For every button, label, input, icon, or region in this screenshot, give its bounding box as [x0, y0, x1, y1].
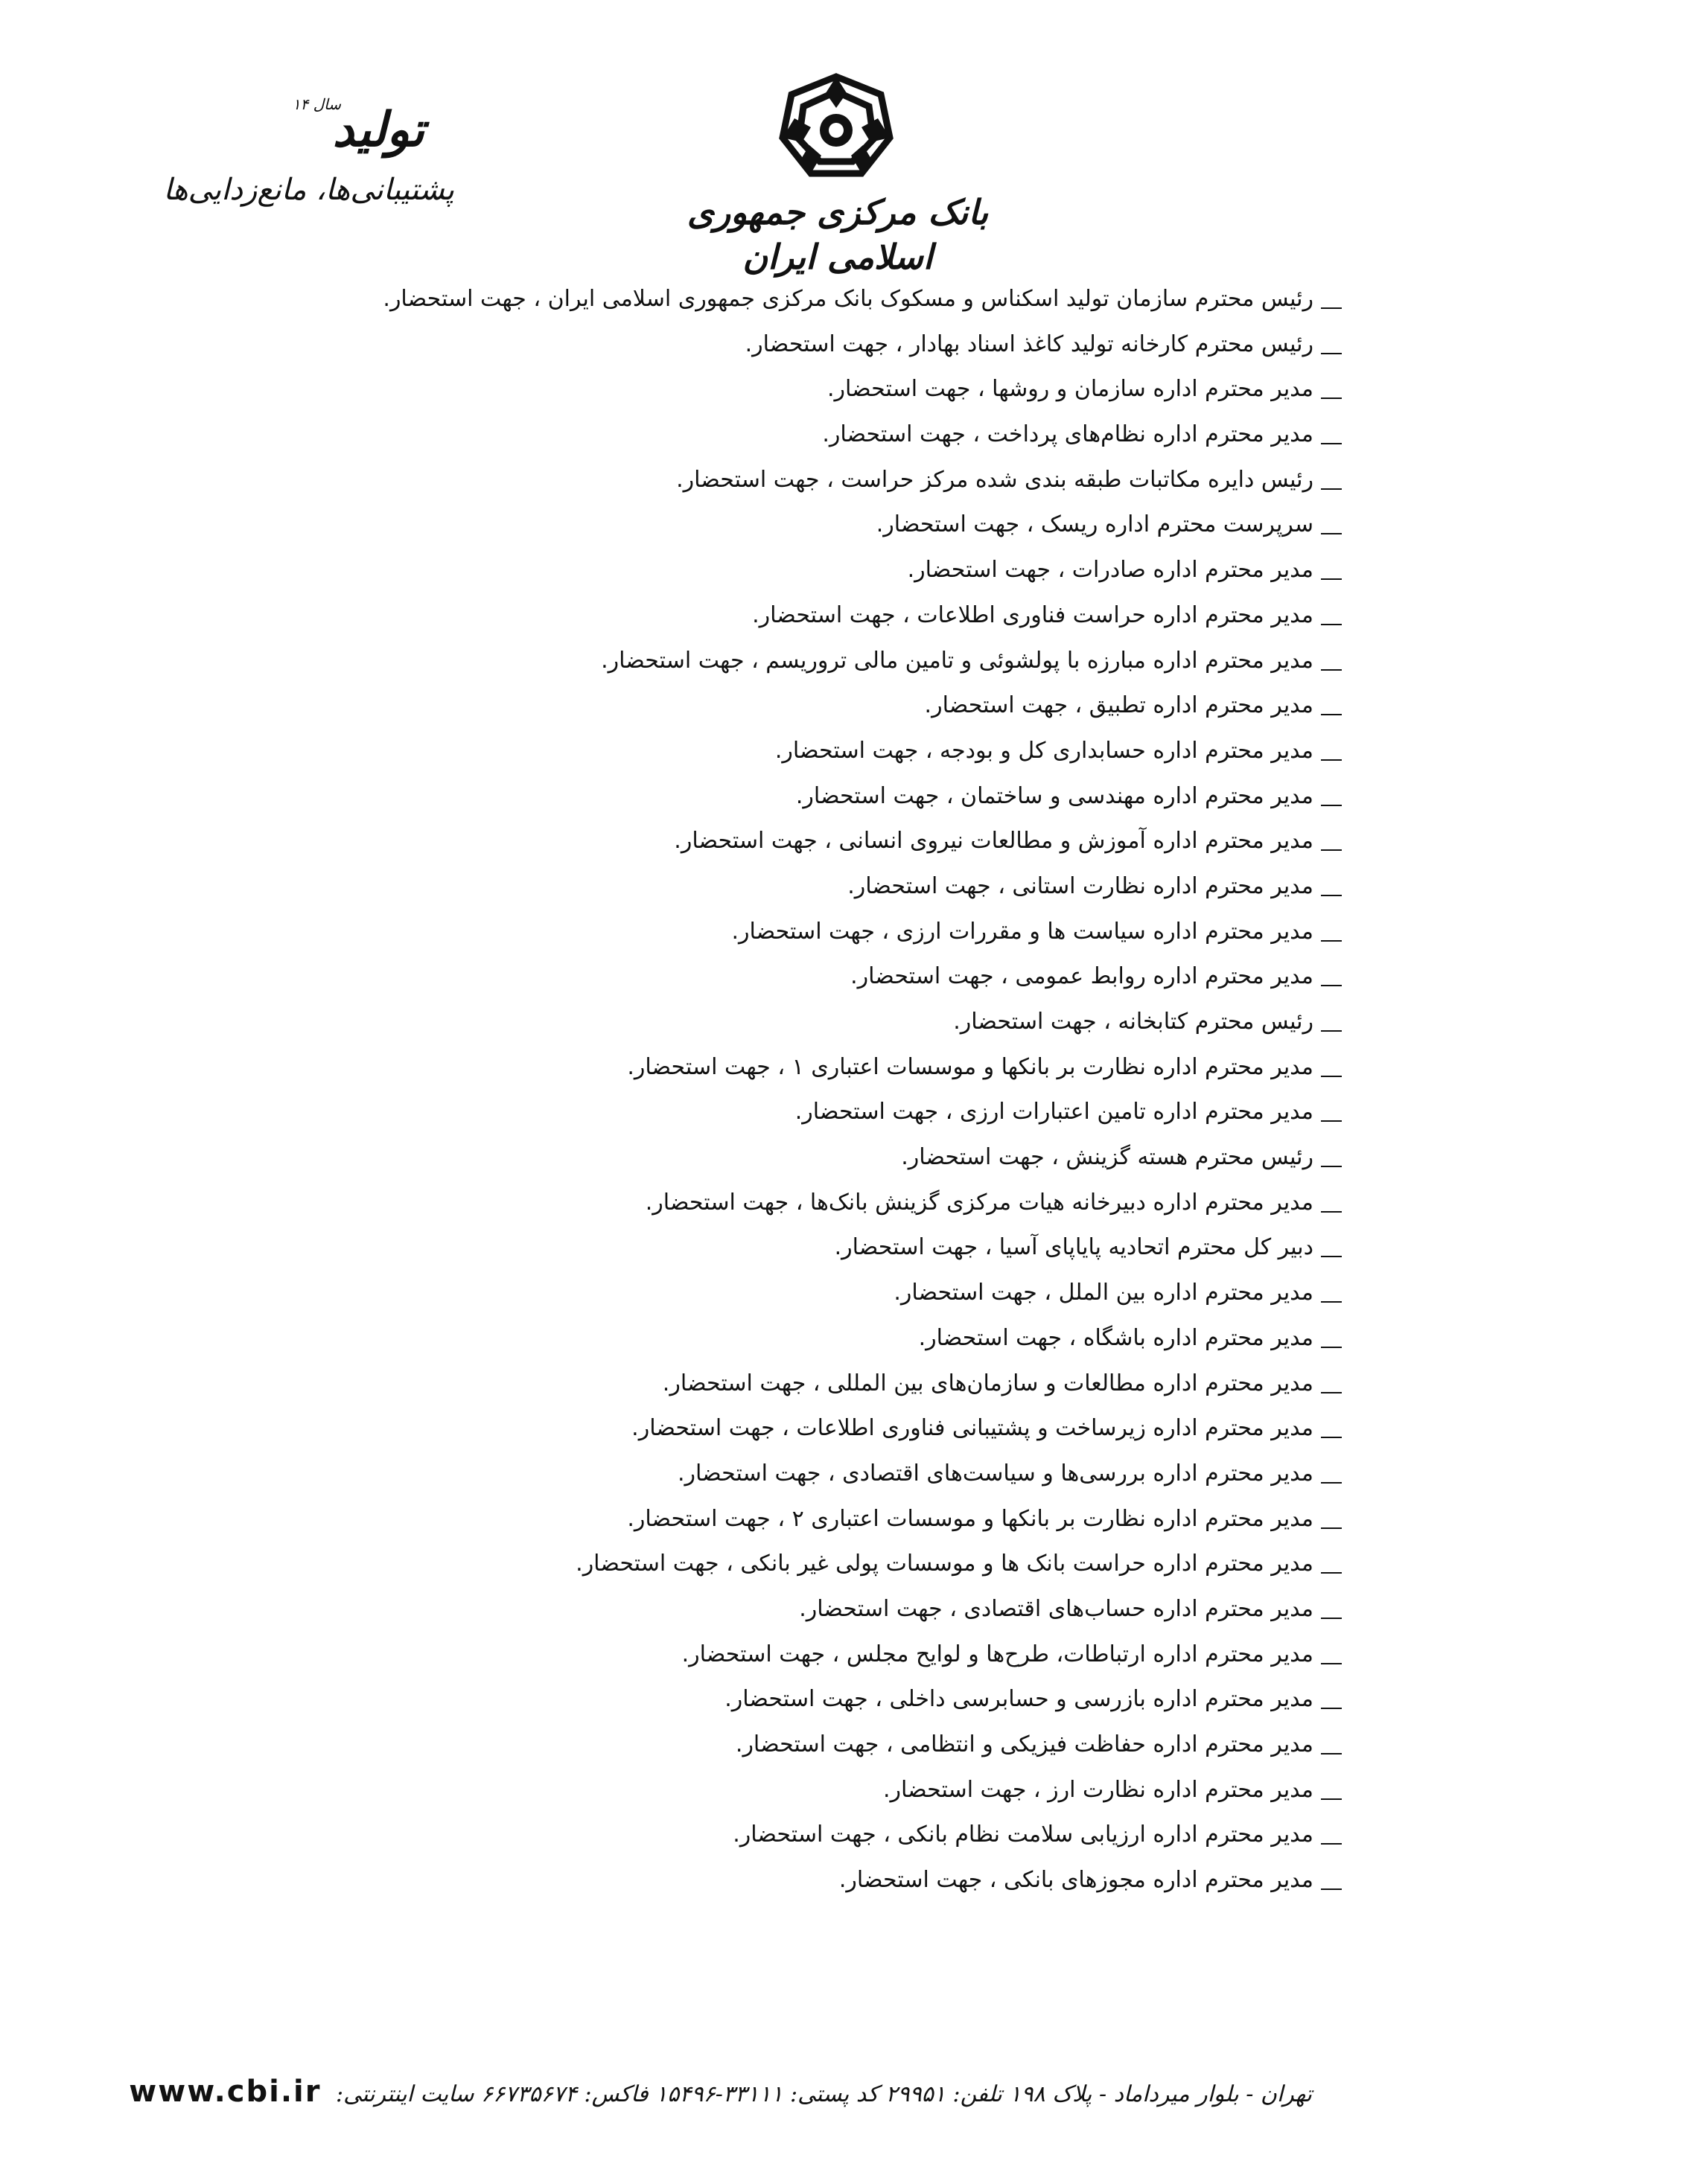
recipient-text: مدیر محترم اداره بازرسی و حسابرسی داخلی ، جهت استحضار. [724, 1686, 1313, 1713]
bullet-dash [1321, 895, 1342, 896]
recipient-text: مدیر محترم اداره بین الملل ، جهت استحضار. [894, 1280, 1313, 1306]
recipient-item [225, 864, 1342, 910]
recipient-item [225, 1000, 1342, 1045]
recipient-item [225, 683, 1342, 729]
recipient-item [225, 1271, 1342, 1316]
bank-emblem-icon [769, 71, 903, 182]
bullet-dash [1321, 1256, 1342, 1257]
bullet-dash [1321, 578, 1342, 580]
recipient-text: مدیر محترم اداره زیرساخت و پشتیبانی فناوری اطلاعات ، جهت استحضار. [631, 1415, 1313, 1442]
recipient-text: مدیر محترم اداره صادرات ، جهت استحضار. [907, 557, 1313, 584]
recipient-text: مدیر محترم اداره حفاظت فیزیکی و انتظامی ، جهت استحضار. [735, 1731, 1313, 1757]
recipient-item [225, 1542, 1342, 1587]
recipient-item [225, 1090, 1342, 1135]
bullet-dash [1321, 1798, 1342, 1800]
recipient-item [225, 367, 1342, 412]
recipient-item [225, 1497, 1342, 1542]
slogan-year: سال ۱۴ [292, 95, 341, 113]
recipient-text: مدیر محترم اداره مجوزهای بانکی ، جهت استحضار. [838, 1867, 1313, 1894]
recipient-text: رئیس محترم سازمان تولید اسکناس و مسکوک بانک مرکزی جمهوری اسلامی ایران ، جهت استحضار. [383, 286, 1313, 312]
bullet-dash [1321, 1527, 1342, 1529]
recipient-item [225, 1768, 1342, 1813]
footer-contact [129, 2069, 1312, 2117]
bullet-dash [1321, 1211, 1342, 1213]
recipient-text: رئیس دایره مکاتبات طبقه بندی شده مرکز حراست ، جهت استحضار. [676, 466, 1313, 493]
recipient-text: مدیر محترم اداره نظارت ارز ، جهت استحضار. [882, 1776, 1313, 1803]
slogan-subtitle: پشتیبانی‌ها، مانع‌زدایی‌ها [163, 173, 454, 207]
recipient-item [225, 1406, 1342, 1452]
recipient-text: مدیر محترم اداره تامین اعتبارات ارزی ، جهت استحضار. [794, 1099, 1313, 1125]
recipient-item [225, 639, 1342, 684]
bullet-dash [1321, 1663, 1342, 1664]
bullet-dash [1321, 940, 1342, 942]
recipient-text: رئیس محترم کارخانه تولید کاغذ اسناد بهادار ، جهت استحضار. [745, 331, 1313, 357]
recipient-item [225, 1135, 1342, 1181]
recipient-item [225, 954, 1342, 1000]
recipient-item [225, 322, 1342, 368]
recipient-item [225, 593, 1342, 639]
recipient-item [225, 1316, 1342, 1361]
recipient-item [225, 910, 1342, 955]
recipient-item [225, 1181, 1342, 1226]
recipient-text: مدیر محترم اداره سازمان و روشها ، جهت استحضار. [827, 376, 1313, 403]
recipient-text: مدیر محترم اداره سیاست ها و مقررات ارزی ، جهت استحضار. [731, 918, 1313, 945]
recipient-item [225, 819, 1342, 864]
bank-logo [674, 71, 1001, 277]
bullet-dash [1321, 353, 1342, 354]
recipient-text: مدیر محترم اداره ارزیابی سلامت نظام بانکی ، جهت استحضار. [733, 1821, 1313, 1848]
bullet-dash [1321, 307, 1342, 309]
bullet-dash [1321, 443, 1342, 444]
bullet-dash [1321, 1437, 1342, 1438]
bank-name: بانک مرکزی جمهوری اسلامی ایران [687, 192, 989, 277]
recipient-text: مدیر محترم اداره آموزش و مطالعات نیروی انسانی ، جهت استحضار. [674, 828, 1313, 855]
bullet-dash [1321, 714, 1342, 715]
bullet-dash [1321, 1482, 1342, 1484]
bullet-dash [1321, 759, 1342, 761]
recipient-text: مدیر محترم اداره بررسی‌ها و سیاست‌های اقتصادی ، جهت استحضار. [677, 1460, 1313, 1487]
recipient-text: مدیر محترم اداره نظارت بر بانکها و موسسات اعتباری ۱ ، جهت استحضار. [627, 1053, 1313, 1080]
recipient-text: مدیر محترم اداره مطالعات و سازمان‌های بین المللی ، جهت استحضار. [662, 1370, 1313, 1396]
bullet-dash [1321, 488, 1342, 490]
recipient-text: مدیر محترم اداره ارتباطات، طرح‌ها و لوایح مجلس ، جهت استحضار. [681, 1641, 1313, 1667]
bullet-dash [1321, 1753, 1342, 1754]
recipient-text: رئیس محترم کتابخانه ، جهت استحضار. [953, 1009, 1313, 1035]
recipient-text: مدیر محترم اداره نظارت استانی ، جهت استحضار. [847, 872, 1313, 899]
recipient-item [225, 277, 1342, 322]
bullet-dash [1321, 533, 1342, 534]
recipient-item [225, 729, 1342, 774]
website-link[interactable]: www.cbi.ir [129, 2075, 322, 2109]
recipient-text: مدیر محترم اداره دبیرخانه هیات مرکزی گزینش بانک‌ها ، جهت استحضار. [645, 1189, 1313, 1216]
bullet-dash [1321, 397, 1342, 399]
recipient-item [225, 1045, 1342, 1091]
recipient-item [225, 774, 1342, 820]
recipient-item [225, 1632, 1342, 1678]
recipient-text: مدیر محترم اداره باشگاه ، جهت استحضار. [918, 1324, 1313, 1351]
bullet-dash [1321, 1030, 1342, 1032]
bullet-dash [1321, 1618, 1342, 1619]
recipient-text: رئیس محترم هسته گزینش ، جهت استحضار. [901, 1144, 1313, 1171]
slogan-title: تولید [332, 102, 424, 158]
bullet-dash [1321, 669, 1342, 671]
bullet-dash [1321, 985, 1342, 986]
recipient-item [225, 1677, 1342, 1722]
recipient-text: مدیر محترم اداره حراست بانک ها و موسسات پولی غیر بانکی ، جهت استحضار. [576, 1551, 1313, 1577]
bullet-dash [1321, 1347, 1342, 1348]
recipient-text: مدیر محترم اداره حسابداری کل و بودجه ، جهت استحضار. [774, 737, 1313, 764]
recipient-text: مدیر محترم اداره تطبیق ، جهت استحضار. [924, 692, 1313, 719]
recipient-text: مدیر محترم اداره نظام‌های پرداخت ، جهت استحضار. [822, 421, 1313, 448]
bullet-dash [1321, 849, 1342, 851]
footer-address: تهران - بلوار میرداماد - پلاک ۱۹۸ تلفن: ۲۹۹۵۱ کد پستی: ۳۳۱۱۱-۱۵۴۹۶ فاکس: ۶۶۷۳۵۶۷۴ سایت اینترنتی: [336, 2081, 1312, 2107]
bullet-dash [1321, 1076, 1342, 1077]
bullet-dash [1321, 1120, 1342, 1122]
recipient-text: دبیر کل محترم اتحادیه پایاپای آسیا ، جهت استحضار. [834, 1234, 1313, 1261]
recipient-text: مدیر محترم اداره حساب‌های اقتصادی ، جهت استحضار. [799, 1595, 1313, 1622]
recipient-text: سرپرست محترم اداره ریسک ، جهت استحضار. [876, 511, 1313, 538]
bullet-dash [1321, 624, 1342, 625]
year-slogan-logo [163, 89, 454, 238]
recipient-text: مدیر محترم اداره روابط عمومی ، جهت استحضار. [850, 963, 1313, 990]
recipient-item [225, 412, 1342, 458]
recipient-item [225, 1587, 1342, 1632]
recipient-text: مدیر محترم اداره حراست فناوری اطلاعات ، جهت استحضار. [752, 601, 1313, 628]
recipient-text: مدیر محترم اداره مهندسی و ساختمان ، جهت استحضار. [795, 782, 1313, 809]
recipient-item [225, 1225, 1342, 1271]
bullet-dash [1321, 1301, 1342, 1303]
recipient-item [225, 1813, 1342, 1858]
bullet-dash [1321, 805, 1342, 806]
recipient-item [225, 1452, 1342, 1497]
recipient-item [225, 1361, 1342, 1407]
recipient-text: مدیر محترم اداره نظارت بر بانکها و موسسات اعتباری ۲ ، جهت استحضار. [627, 1505, 1313, 1532]
bullet-dash [1321, 1392, 1342, 1393]
recipient-item [225, 458, 1342, 503]
bullet-dash [1321, 1708, 1342, 1709]
recipient-item [225, 548, 1342, 593]
recipient-item [225, 502, 1342, 548]
bullet-dash [1321, 1843, 1342, 1845]
bullet-dash [1321, 1572, 1342, 1574]
bullet-dash [1321, 1888, 1342, 1890]
recipient-text: مدیر محترم اداره مبارزه با پولشوئی و تامین مالی تروریسم ، جهت استحضار. [601, 647, 1313, 674]
recipient-item [225, 1858, 1342, 1903]
recipients-list [225, 277, 1342, 1903]
recipient-item [225, 1722, 1342, 1768]
bullet-dash [1321, 1166, 1342, 1167]
